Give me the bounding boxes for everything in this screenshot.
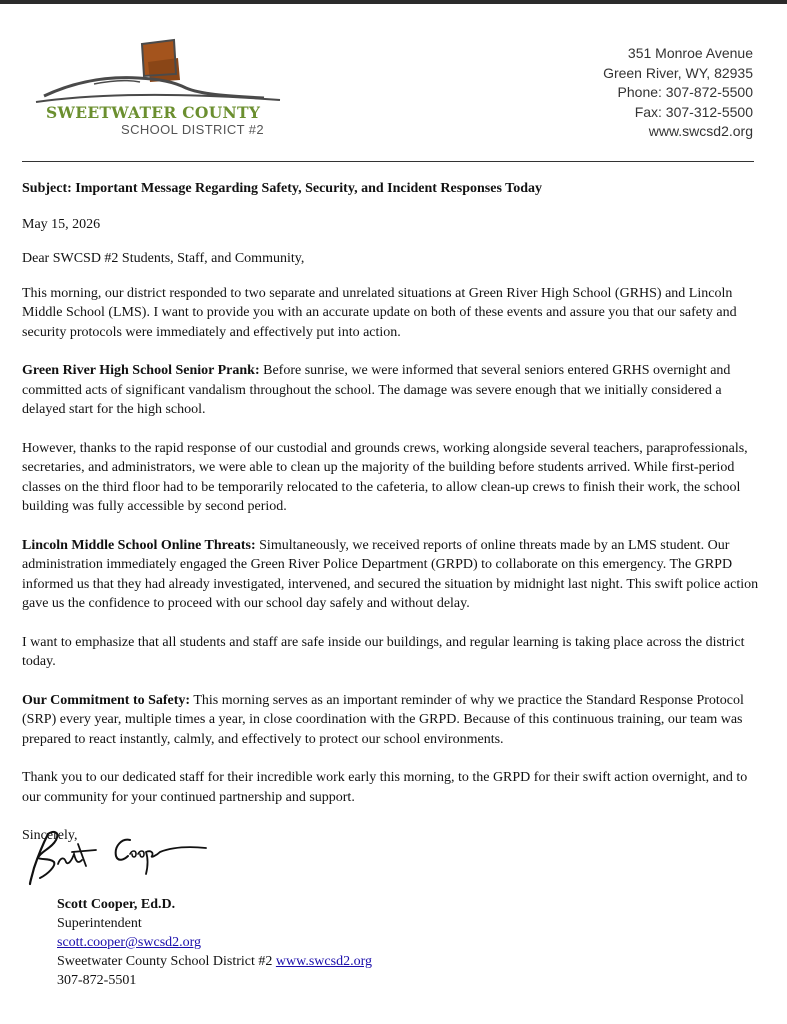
- handwritten-signature: [26, 822, 216, 888]
- paragraph-safe: I want to emphasize that all students and staff are safe inside our buildings, and regular learning is taking place across the district today.: [22, 634, 745, 669]
- address-line-1: 351 Monroe Avenue: [627, 45, 753, 61]
- signer-title: Superintendent: [57, 916, 142, 931]
- organization-line: [57, 952, 372, 971]
- phone-number: Phone: 307-872-5500: [617, 84, 753, 101]
- paragraph-lms-threats: Lincoln Middle School Online Threats: Simultaneously, we received reports of online threats made by an LMS student. Our administration immediately engaged the Green River Police Department (GRPD) to collaborate on this emergency. The GRPD informed us that they had already investigated, intervened, and secured the situation by midnight last night. This swift police action gave us the confidence to proceed with our school day safely and without delay.: [22, 537, 759, 611]
- paragraph-heading: Green River High School Senior Prank:: [22, 363, 260, 378]
- letter-subject: Subject: Important Message Regarding Safety, Security, and Incident Responses Today: [22, 181, 542, 196]
- website: www.swcsd2.org: [648, 123, 753, 140]
- letter-body: [22, 179, 760, 846]
- logo-subtitle: SCHOOL DISTRICT #2: [121, 122, 265, 137]
- paragraph-intro: This morning, our district responded to two separate and unrelated situations at Green River High School (GRHS) and Lincoln Middle School (LMS). I want to provide you with an accurate update on both of these events and assure you that our safety and security protocols were immediately and effectively put into action.: [22, 285, 737, 340]
- website-link[interactable]: www.swcsd2.org: [275, 954, 372, 969]
- header-divider: [22, 161, 754, 162]
- paragraph-commitment: Our Commitment to Safety: This morning serves as an important reminder of why we practice the Standard Response Protocol (SRP) every year, multiple times a year, in close coordination with the GRPD. Because of this continuous training, our team was prepared to react instantly, calmly, and effectively to protect our school environments.: [22, 692, 744, 747]
- organization-name: Sweetwater County School District #2: [57, 954, 273, 969]
- paragraph-heading: Lincoln Middle School Online Threats:: [22, 537, 256, 553]
- paragraph-cleanup: However, thanks to the rapid response of our custodial and grounds crews, working alongside several teachers, paraprofessionals, secretaries, and administrators, we were able to clean up the majority of the building before students arrived. While first-period classes on the third floor had to be temporarily relocated to the cafeteria, to allow clean-up crews to finish their work, the school building was fully accessible by second period.: [22, 440, 748, 514]
- logo-name: SWEETWATER COUNTY: [46, 103, 261, 122]
- signer-phone: 307-872-5501: [57, 973, 137, 988]
- paragraph-grhs-prank: Green River High School Senior Prank: Before sunrise, we were informed that several seniors entered GRHS overnight and committed acts of significant vandalism throughout the school. The damage was severe enough that we initially considered a delayed start for the high school.: [22, 363, 731, 417]
- paragraph-thanks: Thank you to our dedicated staff for their incredible work early this morning, to the GRPD for their swift action overnight, and to our community for your continued partnership and support.: [22, 770, 748, 805]
- fax-number: Fax: 307-312-5500: [634, 103, 753, 120]
- contact-info: [603, 44, 753, 142]
- top-border: [0, 0, 787, 4]
- signer-name: Scott Cooper, Ed.D.: [57, 897, 176, 912]
- signature-block: [57, 895, 372, 990]
- district-logo: [34, 38, 284, 138]
- paragraph-heading: Our Commitment to Safety:: [22, 692, 191, 708]
- address-line-2: Green River, WY, 82935: [603, 64, 753, 81]
- letter-greeting: Dear SWCSD #2 Students, Staff, and Community,: [22, 251, 305, 266]
- mountain-logo-icon: [34, 38, 284, 108]
- letter-date: May 15, 2026: [22, 216, 101, 232]
- letter-closing: Sincerely,: [22, 828, 78, 843]
- email-link[interactable]: scott.cooper@swcsd2.org: [57, 935, 202, 950]
